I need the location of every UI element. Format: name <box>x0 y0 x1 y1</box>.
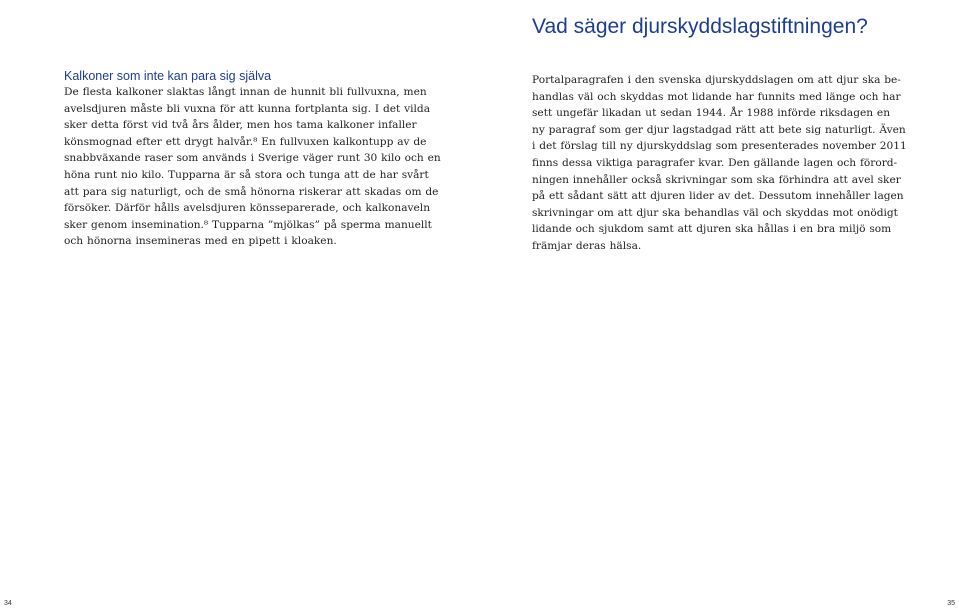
text-line: i det förslag till ny djurskyddslag som presenterades november 2011 <box>532 140 907 153</box>
text-line: sker genom insemination.⁸ Tupparna ”mjölkas” på sperma manuellt <box>64 218 432 231</box>
left-body-paragraph <box>64 84 444 250</box>
text-line: avelsdjuren måste bli vuxna för att kunna fortplanta sig. I det vilda <box>64 102 431 115</box>
text-line: könsmognad efter ett drygt halvår.⁸ En fullvuxen kalkontupp av de <box>64 135 427 148</box>
text-line: att para sig naturligt, och de små hönorna riskerar att skadas om de <box>64 185 439 198</box>
right-body-paragraph <box>532 72 907 255</box>
page-number-right: 35 <box>947 600 955 607</box>
text-line: lidande och sjukdom samt att djuren ska hållas i en bra miljö som <box>532 223 892 236</box>
text-line: snabbväxande raser som används i Sverige väger runt 30 kilo och en <box>64 152 441 165</box>
right-column <box>532 72 907 255</box>
text-line: försöker. Därför hålls avelsdjuren könsseparerade, och kalkonaveln <box>64 202 431 215</box>
page-number-left: 34 <box>4 600 12 607</box>
text-line: Portalparagrafen i den svenska djurskyddslagen om att djur ska be- <box>532 74 901 86</box>
text-line: främjar deras hälsa. <box>532 239 642 252</box>
text-line: sett ungefär likadan ut sedan 1944. År 1988 införde riksdagen en <box>532 107 891 120</box>
page-title: Vad säger djurskyddslagstiftningen? <box>532 15 868 39</box>
left-column <box>64 68 444 250</box>
text-line: ningen innehåller också skrivningar som ska förhindra att avel sker <box>532 173 901 186</box>
text-line: skrivningar om att djur ska behandlas väl och skyddas mot onödigt <box>532 206 898 219</box>
text-line: ny paragraf som ger djur lagstadgad rätt att bete sig naturligt. Även <box>532 123 906 136</box>
section-heading: Kalkoner som inte kan para sig själva <box>64 69 272 83</box>
text-line: finns dessa viktiga paragrafer kvar. Den gällande lagen och förord- <box>532 156 898 169</box>
text-line: handlas väl och skyddas mot lidande har funnits med länge och har <box>532 90 901 103</box>
text-line: och hönorna insemineras med en pipett i kloaken. <box>64 235 337 248</box>
text-line: på ett sådant sätt att djuren lider av det. Dessutom innehåller lagen <box>532 190 904 203</box>
text-line: höna runt nio kilo. Tupparna är så stora och tunga att de har svårt <box>64 168 429 181</box>
text-line: sker detta först vid två års ålder, men hos tama kalkoner infaller <box>64 119 417 132</box>
text-line: De flesta kalkoner slaktas långt innan de hunnit bli fullvuxna, men <box>64 86 427 98</box>
